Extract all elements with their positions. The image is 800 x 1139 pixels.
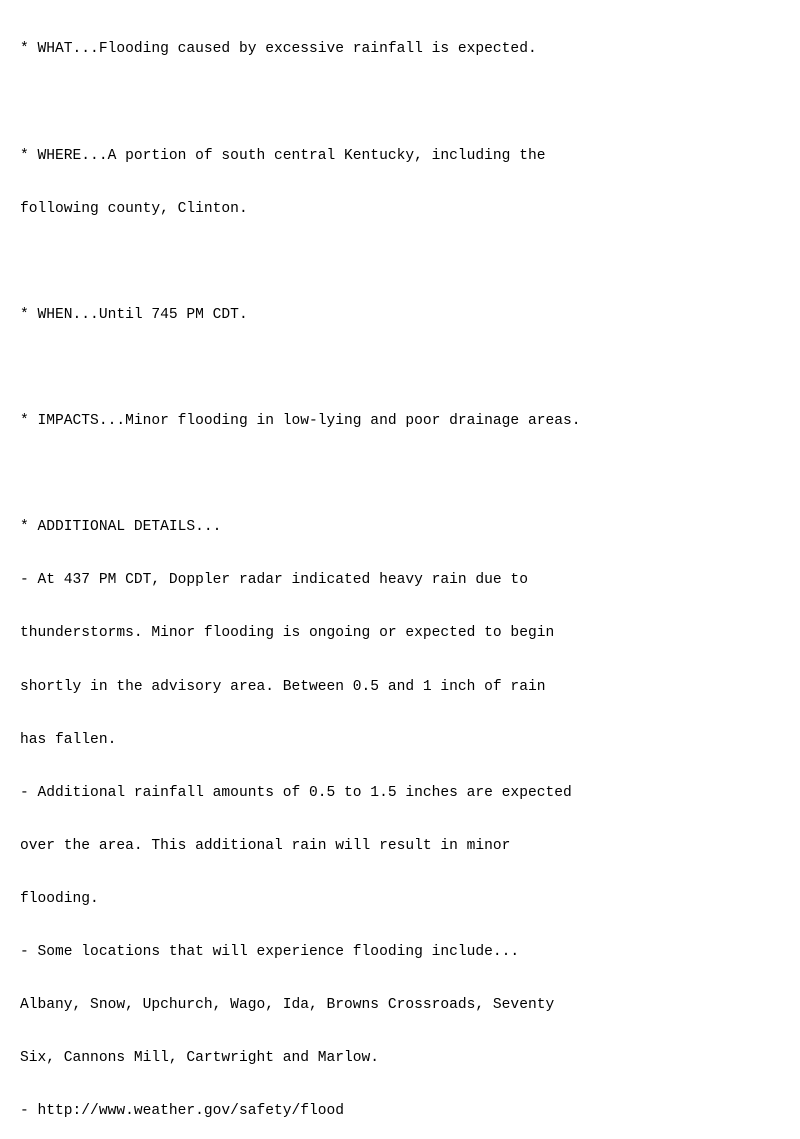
- details-radar-line: thunderstorms. Minor flooding is ongoing or expected to begin: [20, 625, 555, 642]
- safety-link-line: - http://www.weather.gov/safety/flood: [20, 1103, 345, 1120]
- blank-line: [20, 466, 581, 484]
- impacts-line: * IMPACTS...Minor flooding in low-lying and poor drainage areas.: [20, 413, 581, 430]
- details-locations-line: - Some locations that will experience flooding include...: [20, 944, 520, 960]
- details-rainfall-line: over the area. This additional rain will result in minor: [20, 837, 511, 854]
- additional-details-heading: * ADDITIONAL DETAILS...: [20, 519, 222, 536]
- where-line: * WHERE...A portion of south central Kentucky, including the: [20, 147, 546, 164]
- blank-line: [20, 95, 581, 113]
- when-line: * WHEN...Until 745 PM CDT.: [20, 306, 248, 323]
- flood-advisory-text: [20, 6, 581, 1139]
- details-radar-line: shortly in the advisory area. Between 0.5 and 1 inch of rain: [20, 678, 546, 695]
- details-locations-line: Albany, Snow, Upchurch, Wago, Ida, Browns Crossroads, Seventy: [20, 997, 555, 1014]
- details-rainfall-line: - Additional rainfall amounts of 0.5 to 1.5 inches are expected: [20, 784, 572, 801]
- what-line: * WHAT...Flooding caused by excessive rainfall is expected.: [20, 41, 537, 58]
- blank-line: [20, 360, 581, 378]
- details-radar-line: - At 437 PM CDT, Doppler radar indicated heavy rain due to: [20, 572, 528, 589]
- where-line-continued: following county, Clinton.: [20, 200, 248, 217]
- details-rainfall-line: flooding.: [20, 890, 99, 907]
- blank-line: [20, 254, 581, 272]
- details-locations-line: Six, Cannons Mill, Cartwright and Marlow.: [20, 1050, 380, 1067]
- details-radar-line: has fallen.: [20, 731, 117, 748]
